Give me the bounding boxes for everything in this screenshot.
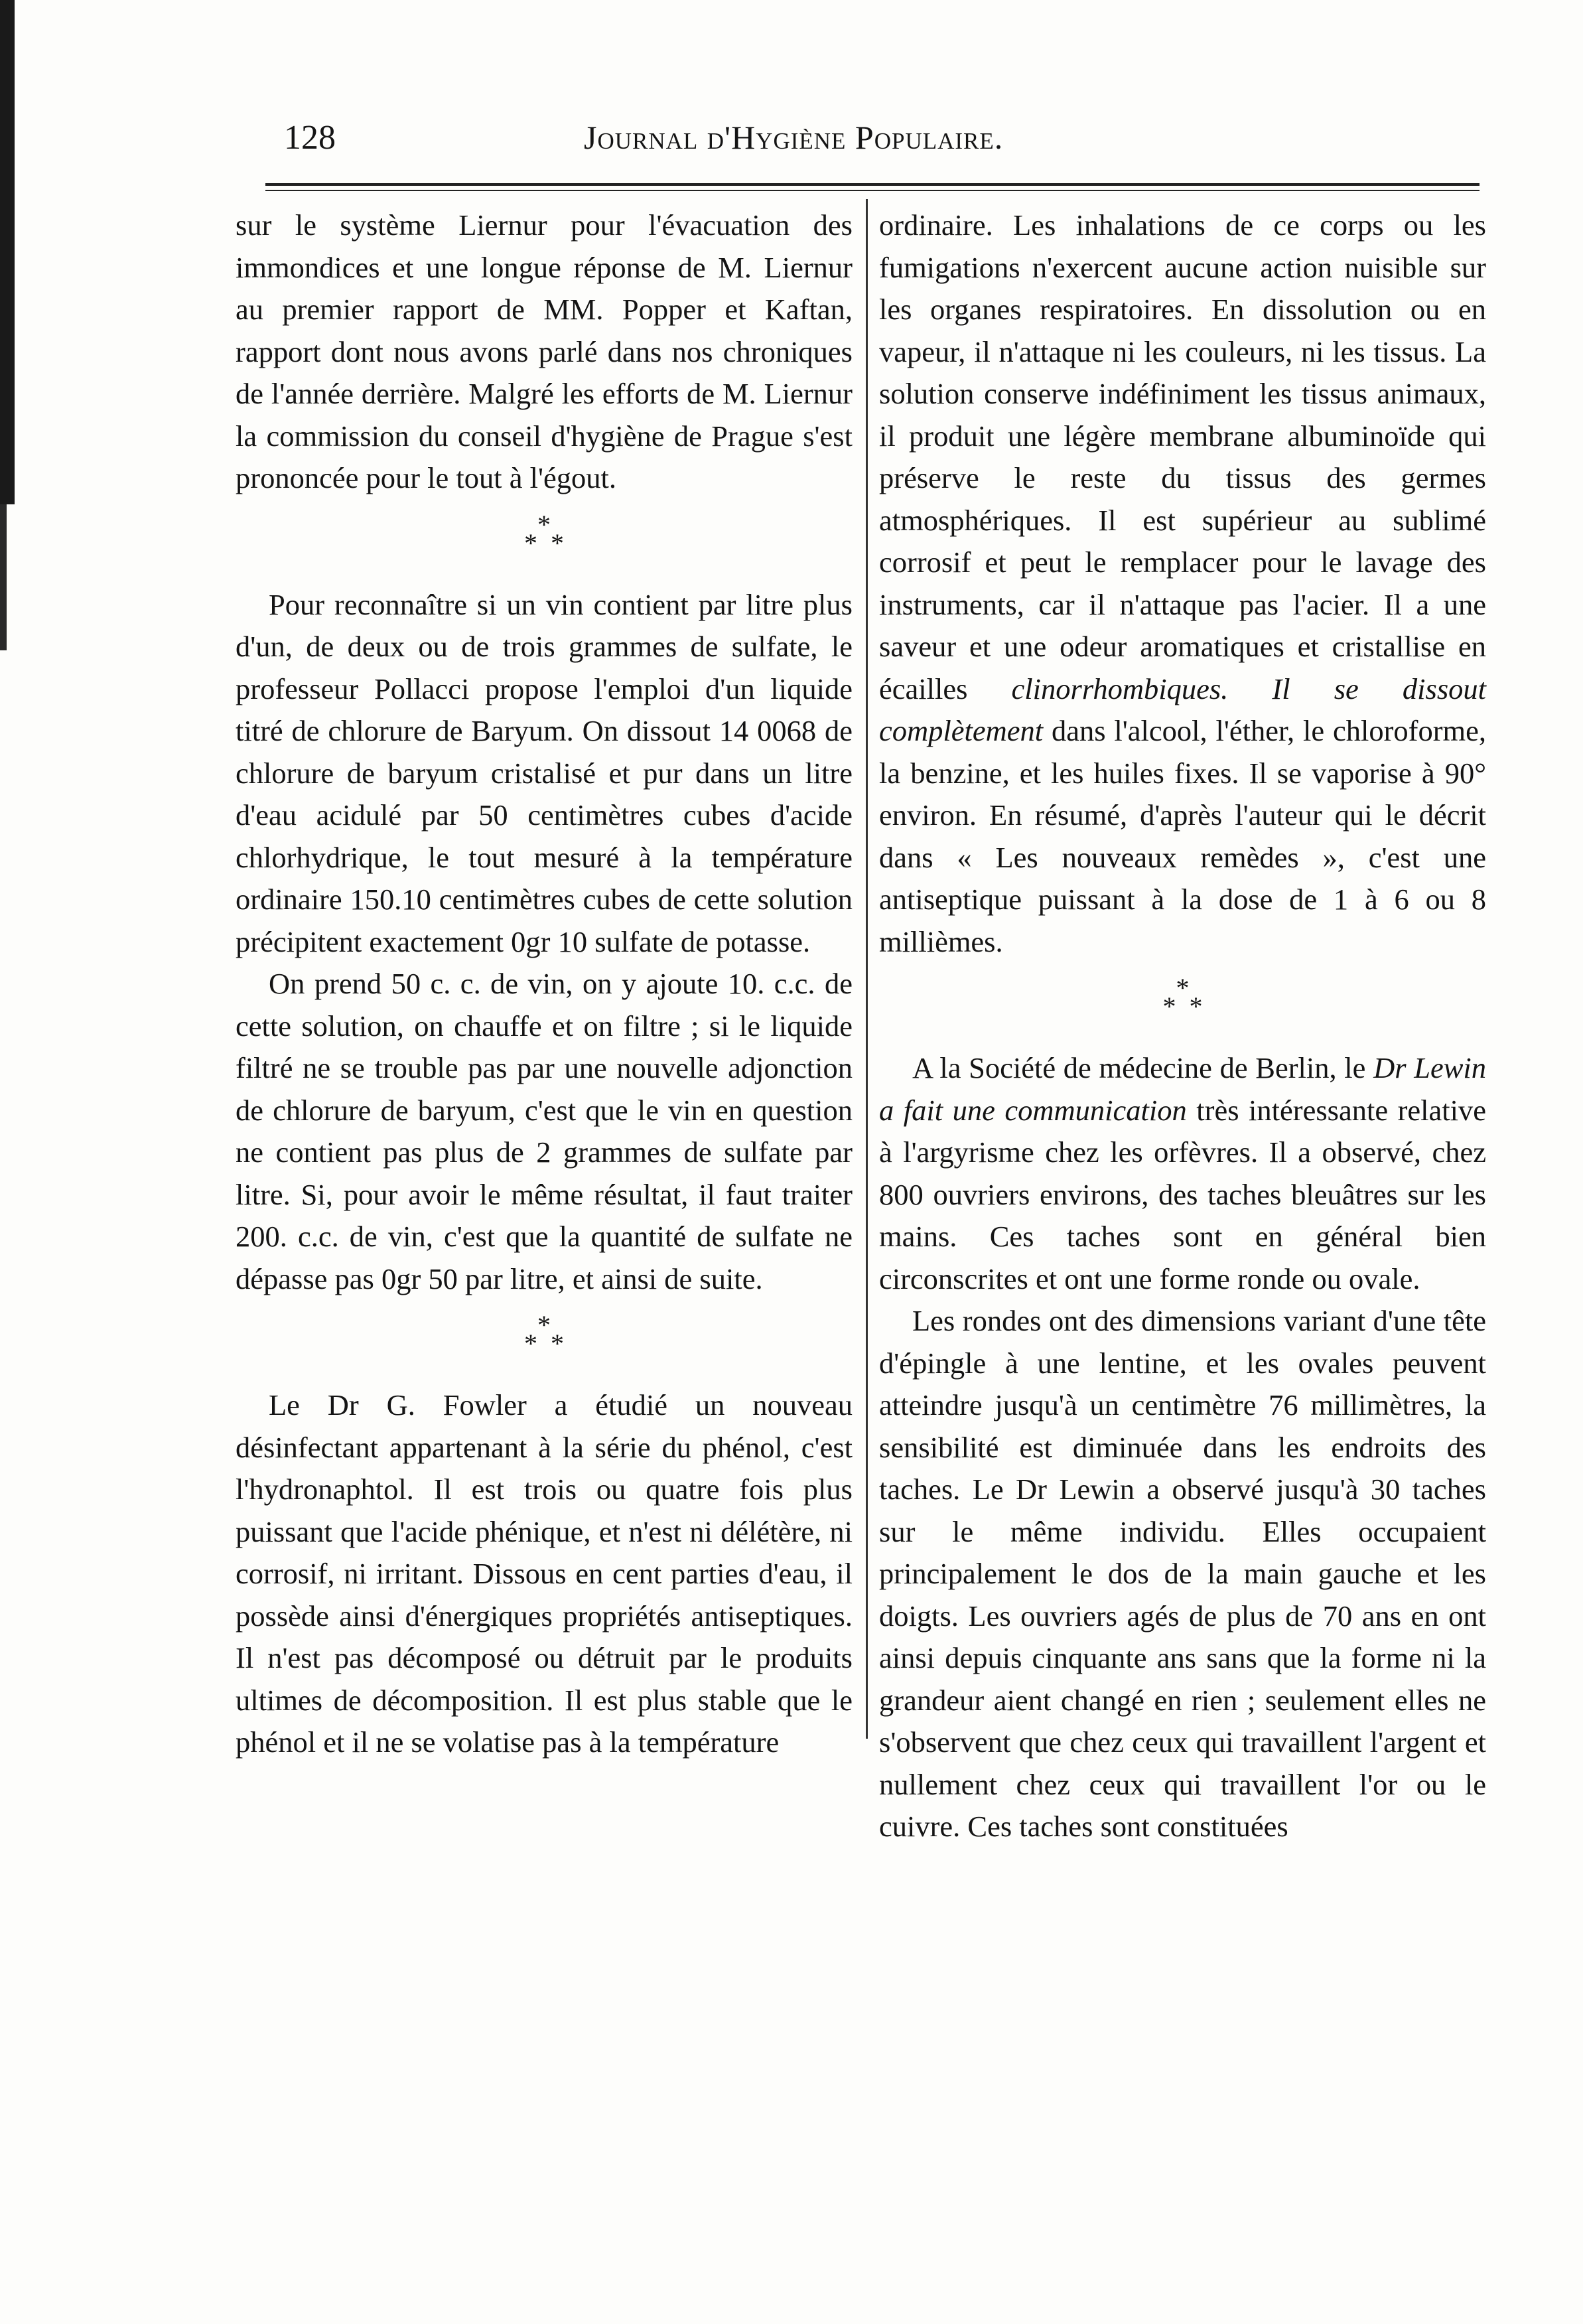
paragraph: Le Dr G. Fowler a étudié un nouveau désinfectant appartenant à la série du phénol, c'est l'hydronaphtol. Il est trois ou quatre fois plus puissant que l'acide phénique, et n'est ni délétère, ni corrosif, ni irritant. Dissous en cent parties d'eau, il possède ainsi d'énergiques propriétés antiseptiques. Il n'est pas décomposé ou détruit par le produits ultimes de décomposition. Il est plus stable que le phénol et il ne se volatise pas à la température	[236, 1388, 853, 1759]
header-rule	[265, 183, 1480, 186]
paragraph: Pour reconnaître si un vin contient par litre plus d'un, de deux ou de trois grammes de sulfate, le professeur Pollacci propose l'emploi d'un liquide titré de chlorure de Baryum. On dissout 14 0068 de chlorure de baryum cristalisé et pur dans un litre d'eau acidulé par 50 centimètres cubes d'acide chlorhydrique, le tout mesuré à la température ordinaire 150.10 centimètres cubes de cette solution précipitent exactement 0gr 10 sulfate de potasse.	[236, 587, 853, 958]
page-header	[0, 118, 1583, 178]
asterism: * * *	[524, 1310, 564, 1358]
page-number: 128	[284, 119, 336, 157]
scan-edge	[0, 504, 7, 650]
right-column	[879, 204, 1486, 1848]
scan-edge	[0, 0, 15, 504]
paragraph: A la Société de médecine de Berlin, le Dr Lewin a fait une communication très intéressante relative à l'argyrisme chez les orfèvres. Il a observé, chez 800 ouvriers environs, des taches bleuâtres sur les mains. Ces taches sont en général bien circonscrites et ont une forme ronde ou ovale.	[879, 1051, 1487, 1295]
paragraph: On prend 50 c. c. de vin, on y ajoute 10. c.c. de cette solution, on chauffe et on filtre ; si le liquide filtré ne se trouble pas par une nouvelle adjonction de chlorure de baryum, c'est que le vin en question ne contient pas plus de 2 grammes de sulfate par litre. Si, pour avoir le même résultat, il faut traiter 200. c.c. de vin, c'est que la quantité de sulfate ne dépasse pas 0gr 50 par litre, et ainsi de suite.	[236, 967, 853, 1295]
header-rule	[265, 190, 1480, 191]
paragraph: Les rondes ont des dimensions variant d'une tête d'épingle à une lentine, et les ovales peuvent atteindre jusqu'à un centimètre 76 millimètres, la sensibilité est diminuée dans les endroits des taches. Le Dr Lewin a observé jusqu'à 30 taches sur le même individu. Elles occupaient principalement le dos de la main gauche et les doigts. Les ouvriers agés de plus de 70 ans en ont ainsi depuis cinquante ans sans que la forme ni la grandeur aient changé en rien ; seulement elles ne s'observent que chez ceux qui travaillent l'argent et nullement chez ceux qui travaillent l'or ou le cuivre. Ces taches sont constituées	[879, 1304, 1486, 1843]
column-divider	[866, 199, 868, 1739]
asterism: * * *	[524, 509, 564, 558]
asterism: * * *	[1162, 973, 1203, 1021]
paragraph: ordinaire. Les inhalations de ce corps ou les fumigations n'exercent aucune action nuisible sur les organes respiratoires. En dissolution ou en vapeur, il n'attaque ni les couleurs, ni les tissus. La solution conserve indéfiniment les tissus animaux, il produit une légère membrane albuminoïde qui préserve le reste du tissus des germes atmosphériques. Il est supérieur au sublimé corrosif et peut le remplacer pour le lavage des instruments, car il n'attaque pas l'acier. Il a une saveur et une odeur aromatiques et cristallise en écailles clinorrhombiques. Il se dissout complètement dans l'alcool, l'éther, le chloroforme, la benzine, et les huiles fixes. Il se vaporise à 90° environ. En résumé, d'après l'auteur qui le décrit dans « Les nouveaux remèdes », c'est une antiseptique puissant à la dose de 1 à 6 ou 8 millièmes.	[879, 208, 1487, 958]
running-title: Journal d'Hygiène Populaire.	[584, 119, 1004, 156]
left-column	[236, 204, 853, 1764]
paragraph: sur le système Liernur pour l'évacuation des immondices et une longue réponse de M. Liernur au premier rapport de MM. Popper et Kaftan, rapport dont nous avons parlé dans nos chroniques de l'année derrière. Malgré les efforts de M. Liernur la commission du conseil d'hygiène de Prague s'est prononcée pour le tout à l'égout.	[236, 208, 853, 494]
